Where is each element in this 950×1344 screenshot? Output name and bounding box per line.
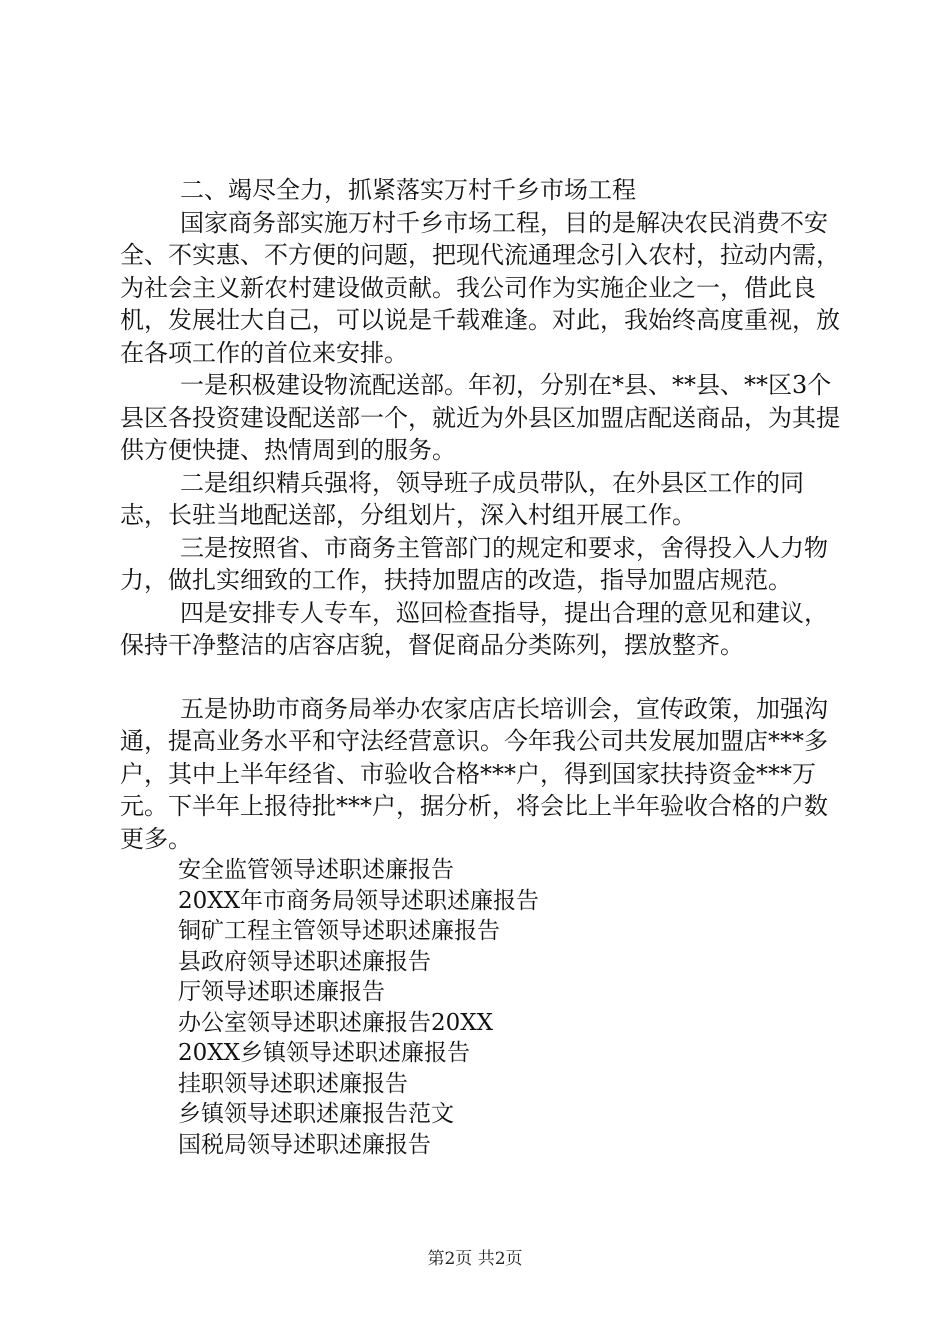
related-link[interactable]: 县政府领导述职述廉报告	[178, 948, 431, 975]
paragraph-item-4: 四是安排专人专车，巡回检查指导，提出合理的意见和建议，保持干净整洁的店容店貌，督促商品分类陈列，摆放整齐。	[120, 598, 828, 659]
related-links-list	[120, 855, 840, 1160]
paragraph-intro: 国家商务部实施万村千乡市场工程，目的是解决农民消费不安全、不实惠、不方便的问题，把现代流通理念引入农村，拉动内需，为社会主义新农村建设做贡献。我公司作为实施企业之一，借此良机，发展壮大自己，可以说是千载难逢。对此，我始终高度重视，放在各项工作的首位来安排。	[120, 208, 840, 367]
related-link[interactable]: 乡镇领导述职述廉报告范文	[178, 1101, 454, 1127]
paragraph-item-5: 五是协助市商务局举办农家店店长培训会，宣传政策，加强沟通，提高业务水平和守法经营意识。今年我公司共发展加盟店***多户，其中上半年经省、市验收合格***户，得到国家扶持资金***万元。下半年上报待批***户，据分析，将会比上半年验收合格的户数更多。	[120, 694, 828, 853]
paragraph-item-3: 三是按照省、市商务主管部门的规定和要求，舍得投入人力物力，做扎实细致的工作，扶持加盟店的改造，指导加盟店规范。	[120, 533, 828, 594]
related-link[interactable]: 20XX乡镇领导述职述廉报告	[178, 1040, 471, 1066]
related-link[interactable]: 20XX年市商务局领导述职述廉报告	[178, 887, 540, 914]
document-body	[120, 174, 840, 1160]
related-link[interactable]: 安全监管领导述职述廉报告	[178, 857, 454, 883]
related-link[interactable]: 办公室领导述职述廉报告20XX	[178, 1009, 494, 1036]
section-heading: 二、竭尽全力，抓紧落实万村千乡市场工程	[180, 176, 636, 204]
paragraph-item-1: 一是积极建设物流配送部。年初，分别在*县、**县、**区3个县区各投资建设配送部一个，就近为外县区加盟店配送商品，为其提供方便快捷、热情周到的服务。	[120, 371, 840, 464]
paragraph-item-2: 二是组织精兵强将，领导班子成员带队，在外县区工作的同志，长驻当地配送部，分组划片，深入村组开展工作。	[120, 468, 804, 529]
related-link[interactable]: 铜矿工程主管领导述职述廉报告	[178, 918, 500, 944]
related-link[interactable]: 国税局领导述职述廉报告	[178, 1131, 431, 1158]
related-link[interactable]: 厅领导述职述廉报告	[178, 979, 385, 1005]
page-number-footer: 第2页 共2页	[427, 1249, 523, 1269]
related-link[interactable]: 挂职领导述职述廉报告	[178, 1070, 408, 1097]
